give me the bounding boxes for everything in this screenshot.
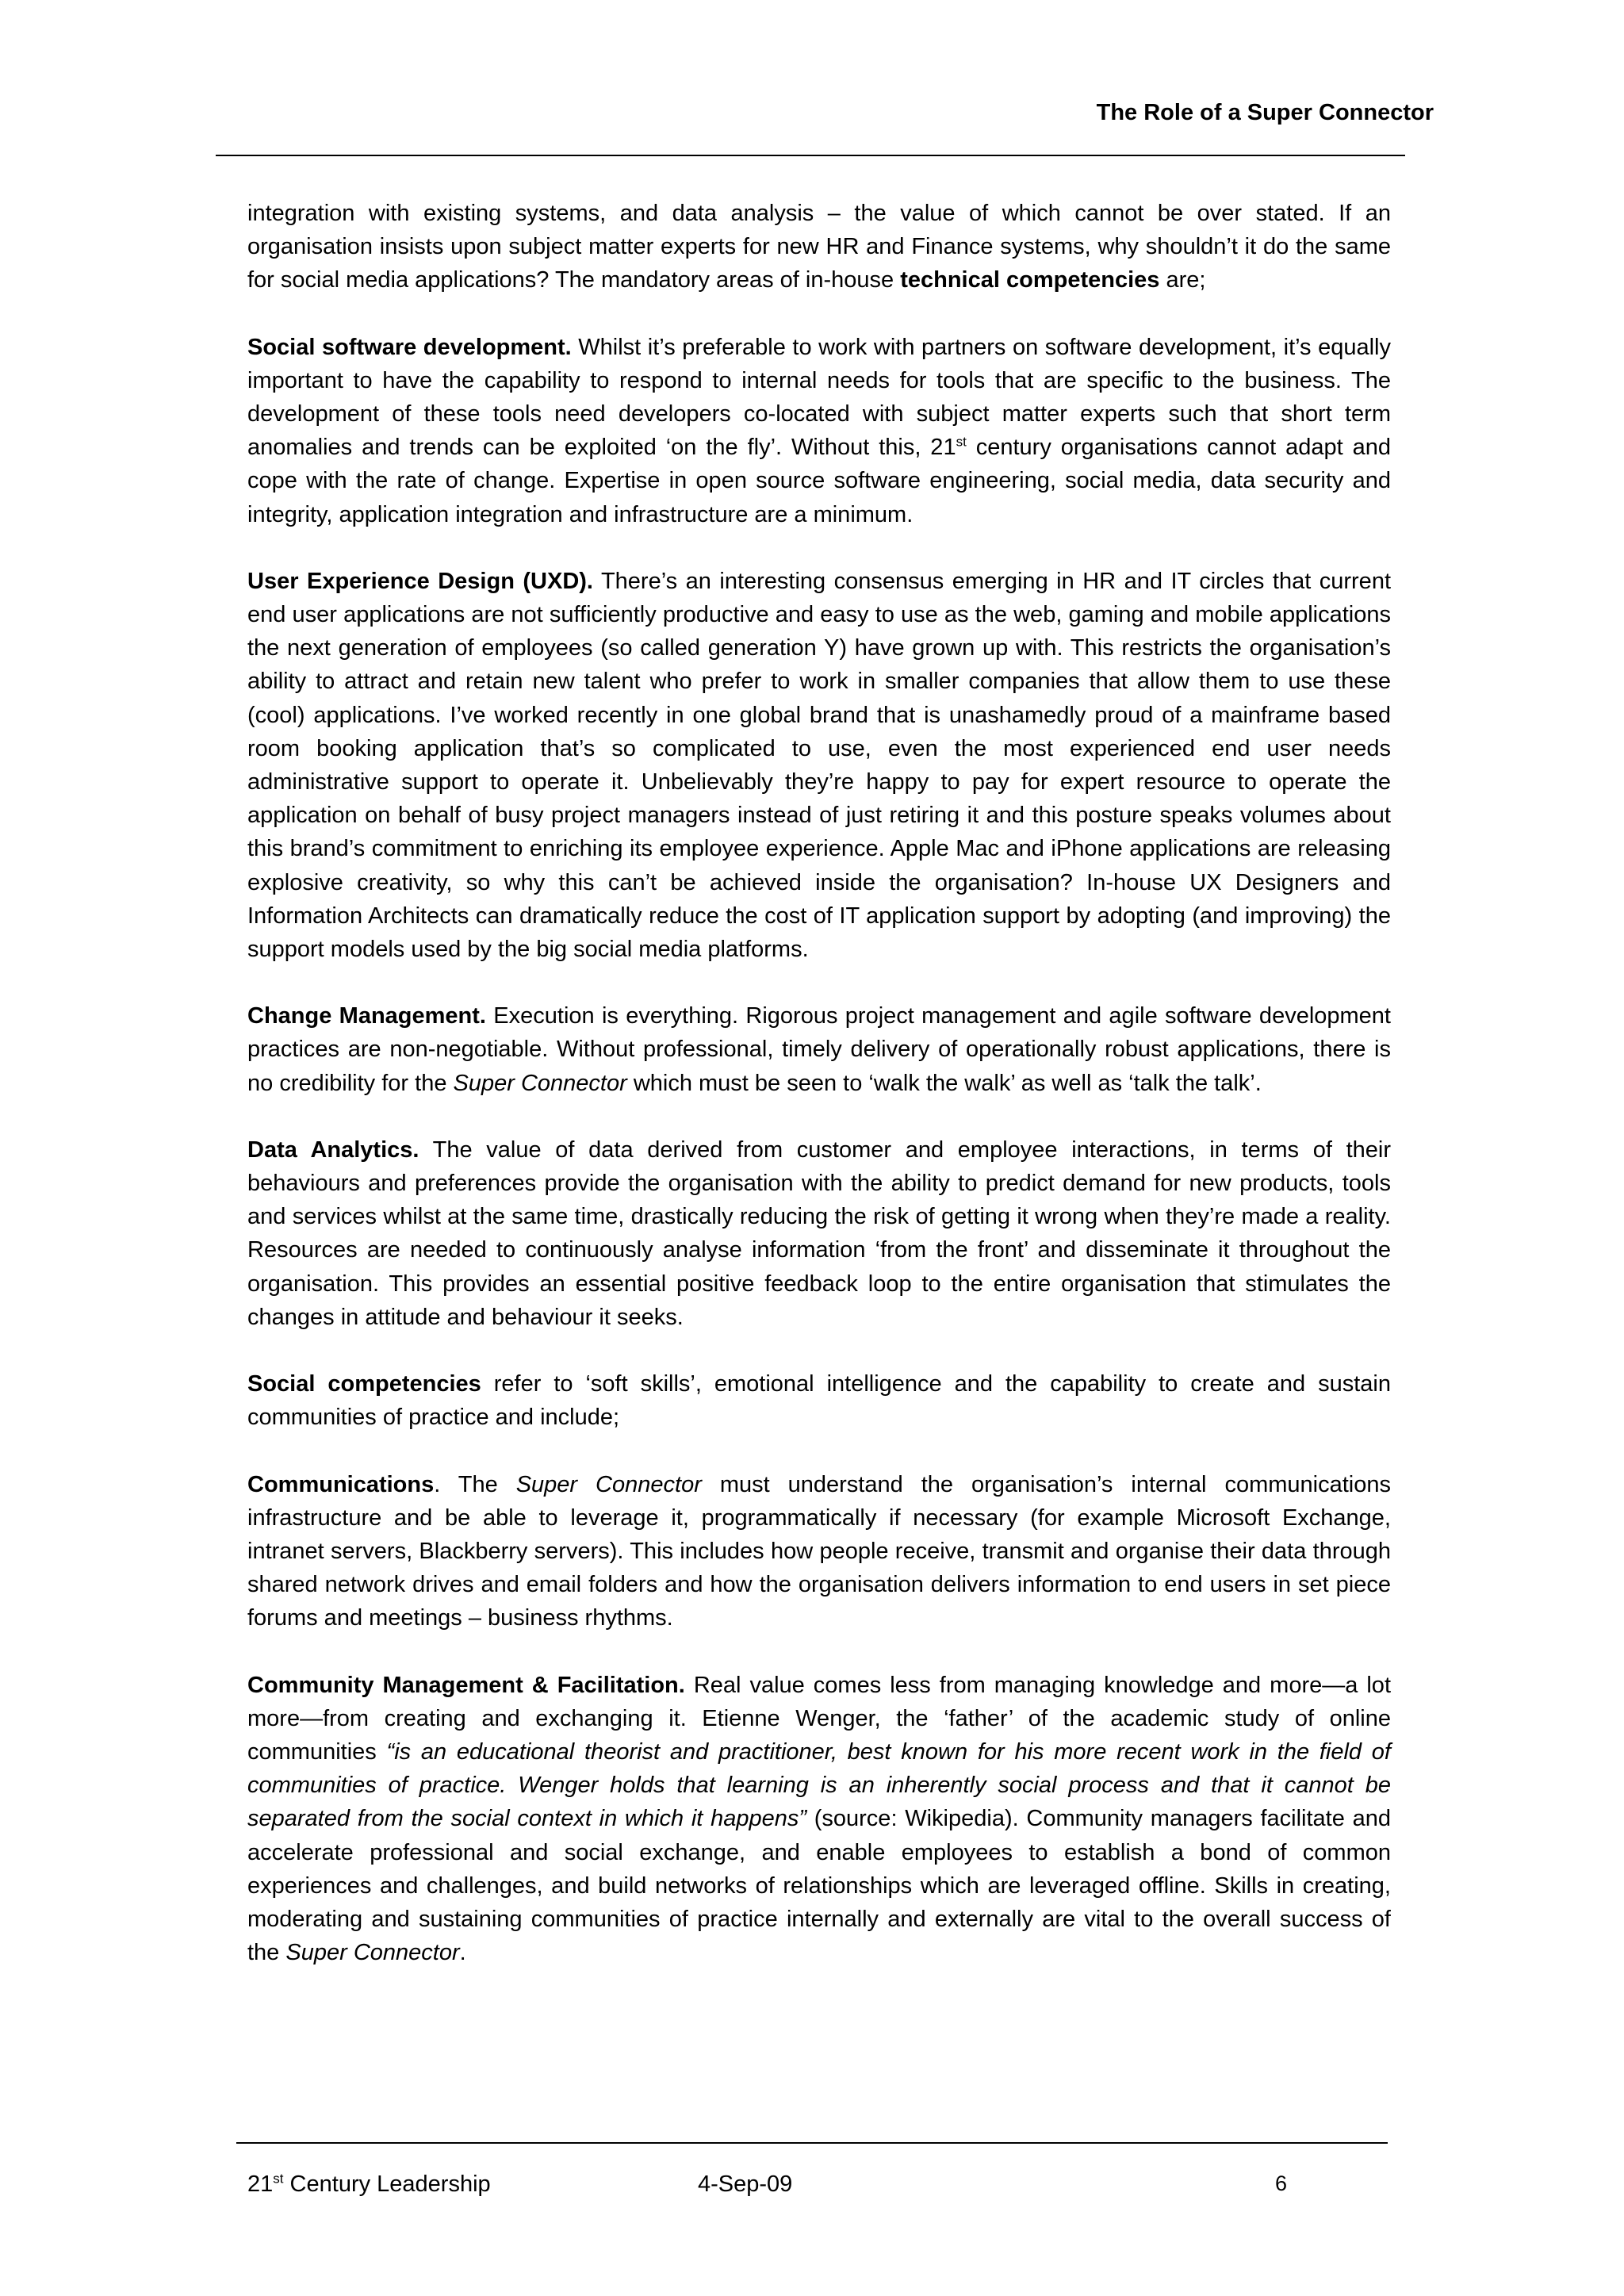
text-run: “is an educational theorist and practitioner, best known for his more recent work in the field of communities of practice. Wenger holds that learning is an inherently social process and that it cannot be separated from the social context in which it happens” <box>247 1738 1391 1832</box>
paragraph <box>247 1669 1391 1970</box>
text-run: . The <box>434 1471 516 1497</box>
text-run: Community Management & Facilitation. <box>247 1672 685 1698</box>
text-run: Super Connector <box>285 1940 460 1966</box>
text-run: Super Connector <box>515 1471 702 1497</box>
text-run: Social software development. <box>247 334 572 360</box>
text-run: User Experience Design (UXD). <box>247 568 593 594</box>
text-run: Communications <box>247 1471 435 1497</box>
text-run: . <box>459 1940 466 1966</box>
paragraph <box>247 331 1391 531</box>
text-run: There’s an interesting consensus emerging in HR and IT circles that current end user applications are not sufficiently productive and easy to use as the web, gaming and mobile applications the next generation of employees (so called generation Y) have grown up with. This restricts the organisation’s ability to attract and retain new talent who prefer to work in smaller companies that allow them to use these (cool) applications. I’ve worked recently in one global brand that is unashamedly proud of a mainframe based room booking application that’s so complicated to use, even the most experienced end user needs administrative support to operate it. Unbelievably they’re happy to pay for expert resource to operate the application on behalf of busy project managers instead of just retiring it and this posture speaks volumes about this brand’s commitment to enriching its employee experience. Apple Mac and iPhone applications are releasing explosive creativity, so why this can’t be achieved inside the organisation? In-house UX Designers and Information Architects can dramatically reduce the cost of IT application support by adopting (and improving) the support models used by the big social media platforms. <box>247 568 1391 963</box>
header-rule <box>216 155 1405 156</box>
text-run: Data Analytics. <box>247 1137 419 1163</box>
text-run: st <box>956 434 967 450</box>
footer-title-suffix: Century Leadership <box>283 2171 491 2197</box>
footer-title-sup: st <box>273 2171 284 2187</box>
text-run: The value of data derived from customer and employee interactions, in terms of their behaviours and preferences provide the organisation with the ability to predict demand for new products, tools and services whilst at the same time, drastically reducing the risk of getting it wrong when they’re made a reality. Resources are needed to continuously analyse information ‘from the front’ and disseminate it throughout the organisation. This provides an essential positive feedback loop to the entire organisation that stimulates the changes in attitude and behaviour it seeks. <box>247 1137 1391 1330</box>
text-run: are; <box>1159 267 1206 293</box>
text-run: which must be seen to ‘walk the walk’ as well as ‘talk the talk’. <box>626 1070 1262 1096</box>
paragraph <box>247 1367 1391 1434</box>
footer-page-number: 6 <box>1275 2171 1288 2195</box>
text-run: Real value comes less from managing knowledge and more—a lot more—from creating and exchanging it. Etienne Wenger, the ‘father’ of the academic study of online communities <box>247 1672 1391 1765</box>
paragraph <box>247 1468 1391 1635</box>
footer-date: 4-Sep-09 <box>698 2171 793 2197</box>
footer-title <box>247 2171 491 2198</box>
footer-title-prefix: 21 <box>247 2171 274 2197</box>
text-run: (source: Wikipedia). Community managers facilitate and accelerate professional and social exchange, and enable employees to establish a bond of common experiences and challenges, and build networks of relationships which are leveraged offline. Skills in creating, moderating and sustaining communities of practice internally and externally are vital to the overall success of the <box>247 1806 1391 1966</box>
text-run: Super Connector <box>453 1070 627 1096</box>
body-text <box>247 197 1391 1969</box>
paragraph <box>247 999 1391 1100</box>
paragraph <box>247 197 1391 297</box>
paragraph <box>247 1133 1391 1334</box>
header-title: The Role of a Super Connector <box>1096 100 1434 125</box>
text-run: Change Management. <box>247 1003 486 1029</box>
text-run: Whilst it’s preferable to work with partners on software development, it’s equally important to have the capability to respond to internal needs for tools that are specific to the business. The development of these tools need developers co-located with subject matter experts such that short term anomalies and trends can be exploited ‘on the fly’. Without this, 21 <box>247 334 1391 461</box>
text-run: technical competencies <box>900 267 1160 293</box>
text-run: Execution is everything. Rigorous project management and agile software development practices are non-negotiable. Without professional, timely delivery of operationally robust applications, there is no credibility for the <box>247 1003 1391 1096</box>
text-run: integration with existing systems, and data analysis – the value of which cannot be over stated. If an organisation insists upon subject matter experts for new HR and Finance systems, why shouldn’t it do the same for social media applications? The mandatory areas of in-house <box>247 201 1391 293</box>
paragraph <box>247 565 1391 966</box>
text-run: refer to ‘soft skills’, emotional intelligence and the capability to create and sustain communities of practice and include; <box>247 1371 1391 1431</box>
footer-rule <box>236 2142 1388 2144</box>
text-run: must understand the organisation’s internal communications infrastructure and be able to leverage it, programmatically if necessary (for example Microsoft Exchange, intranet servers, Blackberry servers). This includes how people receive, transmit and organise their data through shared network drives and email folders and how the organisation delivers information to end users in set piece forums and meetings – business rhythms. <box>247 1471 1391 1631</box>
text-run: Social competencies <box>247 1371 481 1397</box>
text-run: century organisations cannot adapt and cope with the rate of change. Expertise in open source software engineering, social media, data security and integrity, application integration and infrastructure are a minimum. <box>247 435 1391 527</box>
